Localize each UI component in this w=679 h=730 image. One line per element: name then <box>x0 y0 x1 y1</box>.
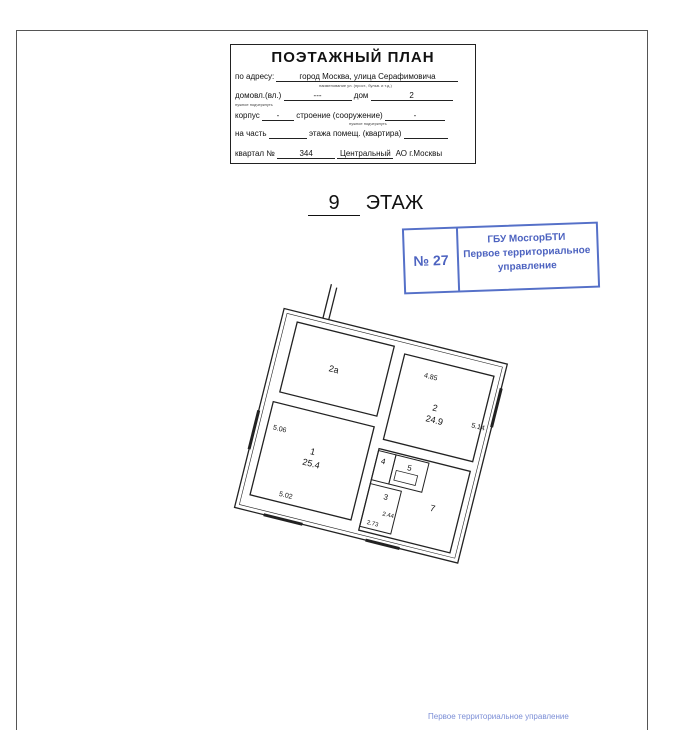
room-1-dim-b: 5.02 <box>278 490 294 501</box>
footer-stamp-text: Первое территориальное управление <box>428 712 569 721</box>
room-2-dim-a: 4.85 <box>423 372 439 383</box>
korpus-label: корпус <box>235 111 260 120</box>
address-value: город Москва, улица Серафимовича <box>276 72 458 82</box>
address-hint: наименование ул. (прост., бульв. и т.д.) <box>319 83 392 88</box>
room-2-label: 2 <box>431 402 439 414</box>
room-3-label: 3 <box>382 492 389 503</box>
plan-title: ПОЭТАЖНЫЙ ПЛАН <box>271 49 435 66</box>
room-1-label: 1 <box>309 446 317 458</box>
kvartal-label: квартал № <box>235 149 275 158</box>
bathtub <box>394 470 418 485</box>
stamp-number: № 27 <box>404 228 460 292</box>
dom-label: дом <box>353 91 369 100</box>
room-7-label: 7 <box>429 502 437 514</box>
room-5-label: 5 <box>406 463 413 473</box>
room-2a-label: 2а <box>327 363 340 376</box>
district-value: Центральный <box>337 149 393 159</box>
chast-label: на часть <box>235 129 267 138</box>
stroenie-label: строение (сооружение) <box>296 111 383 120</box>
domovl-value: --- <box>284 91 352 101</box>
domovl-label: домовл.(вл.) <box>235 91 282 100</box>
room-2-area: 24.9 <box>424 413 445 428</box>
window <box>249 410 259 449</box>
room-1-dim-a: 5.06 <box>272 424 287 435</box>
room-3-dim-b: 2.73 <box>365 519 379 529</box>
korpus-hint: нужное подчеркнуть <box>349 121 387 126</box>
stamp-line1: ГБУ МосгорБТИ <box>487 231 566 246</box>
room-3-outline <box>360 484 402 534</box>
address-label: по адресу: <box>235 72 275 81</box>
stamp-line3: управление <box>497 260 557 274</box>
room-1-area: 25.4 <box>301 456 321 471</box>
window <box>492 388 502 427</box>
domovl-hint: нужное подчеркнуть <box>235 102 273 107</box>
floor-label: ЭТАЖ <box>365 192 424 214</box>
district-suffix: АО г.Москвы <box>395 149 443 158</box>
etazh-label: этажа помещ. (квартира) <box>309 129 402 138</box>
korpus-value: - <box>262 111 294 121</box>
kvartal-value: 344 <box>277 149 335 159</box>
room-2-outline <box>383 354 494 462</box>
dom-value: 2 <box>371 91 453 101</box>
room-4-label: 4 <box>380 456 387 467</box>
window <box>264 515 303 525</box>
floor-number: 9 <box>308 192 360 216</box>
stamp-line2: Первое территориальное <box>463 244 591 261</box>
room-2-dim-b: 5.14 <box>470 422 486 433</box>
window <box>366 540 400 548</box>
stroenie-value: - <box>385 111 445 121</box>
room-3-dim-a: 2.44 <box>381 511 395 521</box>
